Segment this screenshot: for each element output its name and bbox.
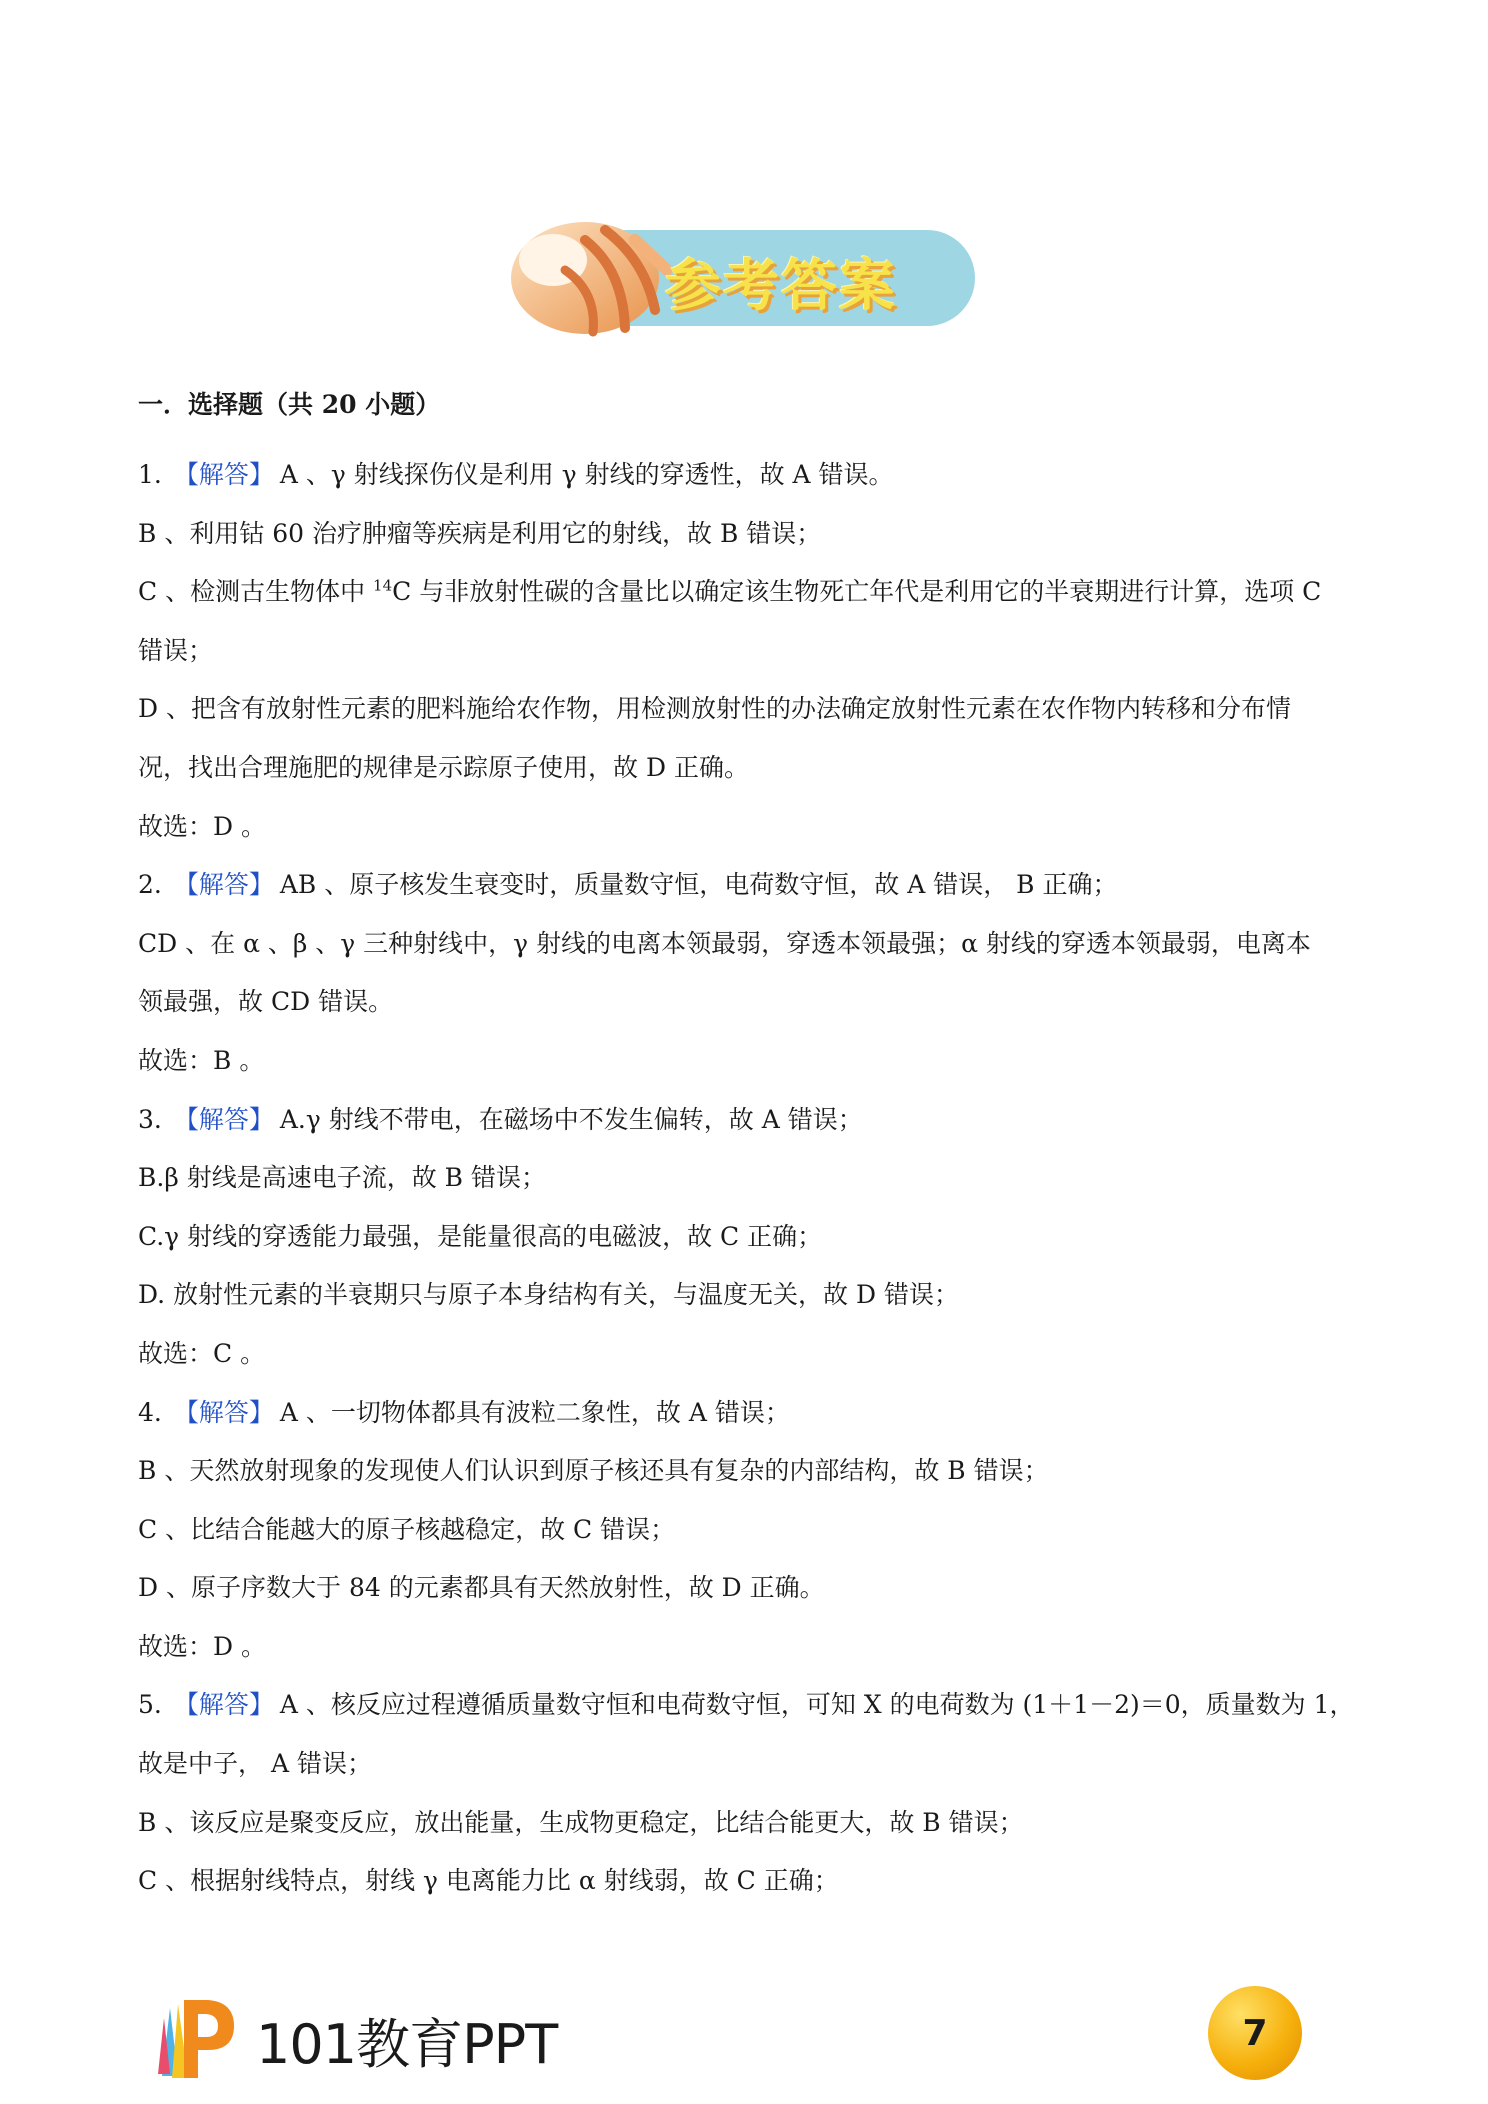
answer-text: A 、一切物体都具有波粒二象性，故 A 错误； [279, 1397, 790, 1427]
question-number: 1. [138, 460, 162, 489]
q3-line-2: B.β 射线是高速电子流，故 B 错误； [138, 1163, 546, 1193]
q2-line-3: 领最强，故 CD 错误。 [138, 987, 394, 1017]
q5-line-1 [138, 1676, 1360, 1735]
101-logo-icon [148, 1990, 244, 2086]
q1-line-3 [138, 563, 1360, 622]
answer-tag: 【解答】 [173, 1104, 274, 1134]
q5-line-4: C 、根据射线特点，射线 γ 电离能力比 α 射线弱，故 C 正确； [138, 1866, 839, 1896]
answer-text: A 、核反应过程遵循质量数守恒和电荷数守恒，可知 X 的电荷数为 (1＋1－2)＝0，质量数为 1， [279, 1690, 1355, 1720]
q2-line-1 [138, 856, 1360, 915]
question-number: 4. [138, 1397, 162, 1427]
answer-text: C 与非放射性碳的含量比以确定该生物死亡年代是利用它的半衰期进行计算，选项 C [392, 577, 1322, 607]
q4-line-1 [138, 1384, 1360, 1443]
page-number: 7 [1242, 2012, 1268, 2054]
question-number: 2. [138, 870, 162, 900]
q1-line-4: 错误； [138, 635, 214, 665]
q3-line-3: C.γ 射线的穿透能力最强，是能量很高的电磁波，故 C 正确； [138, 1221, 823, 1251]
answer-tag: 【解答】 [173, 1397, 274, 1427]
superscript-14: 14 [373, 576, 393, 595]
q5-line-3: B 、该反应是聚变反应，放出能量，生成物更稳定，比结合能更大，故 B 错误； [138, 1807, 1024, 1837]
answer-banner-title: 参考答案 [665, 254, 897, 319]
answer-text: A.γ 射线不带电，在磁场中不发生偏转，故 A 错误； [279, 1104, 863, 1134]
q2-line-2: CD 、在 α 、β 、γ 三种射线中，γ 射线的电离本领最弱，穿透本领最强；α 射线的穿透本领最弱，电离本 [138, 928, 1311, 958]
q3-choice: 故选：C 。 [138, 1338, 266, 1368]
q3-line-1 [138, 1091, 1360, 1150]
q2-choice: 故选：B 。 [138, 1045, 265, 1075]
section-title: 一．选择题（共 20 小题） [138, 390, 441, 419]
answer-text: C 、检测古生物体中 [138, 577, 374, 607]
question-number: 3. [138, 1104, 162, 1134]
answer-tag: 【解答】 [173, 870, 274, 900]
answer-banner [505, 200, 985, 340]
q1-choice: 故选：D 。 [138, 811, 266, 841]
answer-text: A 、γ 射线探伤仪是利用 γ 射线的穿透性，故 A 错误。 [279, 460, 894, 489]
answer-tag: 【解答】 [173, 1690, 274, 1720]
brand-name: 101教育PPT [256, 2013, 558, 2076]
q4-line-4: D 、原子序数大于 84 的元素都具有天然放射性，故 D 正确。 [138, 1573, 825, 1603]
q1-line-6: 况，找出合理施肥的规律是示踪原子使用，故 D 正确。 [138, 752, 749, 782]
q1-line-2: B 、利用钴 60 治疗肿瘤等疾病是利用它的射线，故 B 错误； [138, 518, 822, 548]
q1-line-1 [138, 446, 1360, 505]
q4-line-3: C 、比结合能越大的原子核越稳定，故 C 错误； [138, 1514, 676, 1544]
question-number: 5. [138, 1690, 162, 1720]
q3-line-4: D. 放射性元素的半衰期只与原子本身结构有关，与温度无关，故 D 错误； [138, 1280, 959, 1310]
q5-line-2: 故是中子， A 错误； [138, 1749, 372, 1779]
page-number-badge [1208, 1986, 1302, 2080]
answer-content [138, 386, 1360, 1911]
answer-text: AB 、原子核发生衰变时，质量数守恒，电荷数守恒，故 A 错误， B 正确； [279, 870, 1118, 900]
q4-line-2: B 、天然放射现象的发现使人们认识到原子核还具有复杂的内部结构，故 B 错误； [138, 1456, 1049, 1486]
q4-choice: 故选：D 。 [138, 1631, 266, 1661]
answer-tag: 【解答】 [173, 460, 274, 489]
q1-line-5: D 、把含有放射性元素的肥料施给农作物，用检测放射性的办法确定放射性元素在农作物内转移和分布情 [138, 694, 1291, 724]
seashell-icon [505, 200, 675, 340]
